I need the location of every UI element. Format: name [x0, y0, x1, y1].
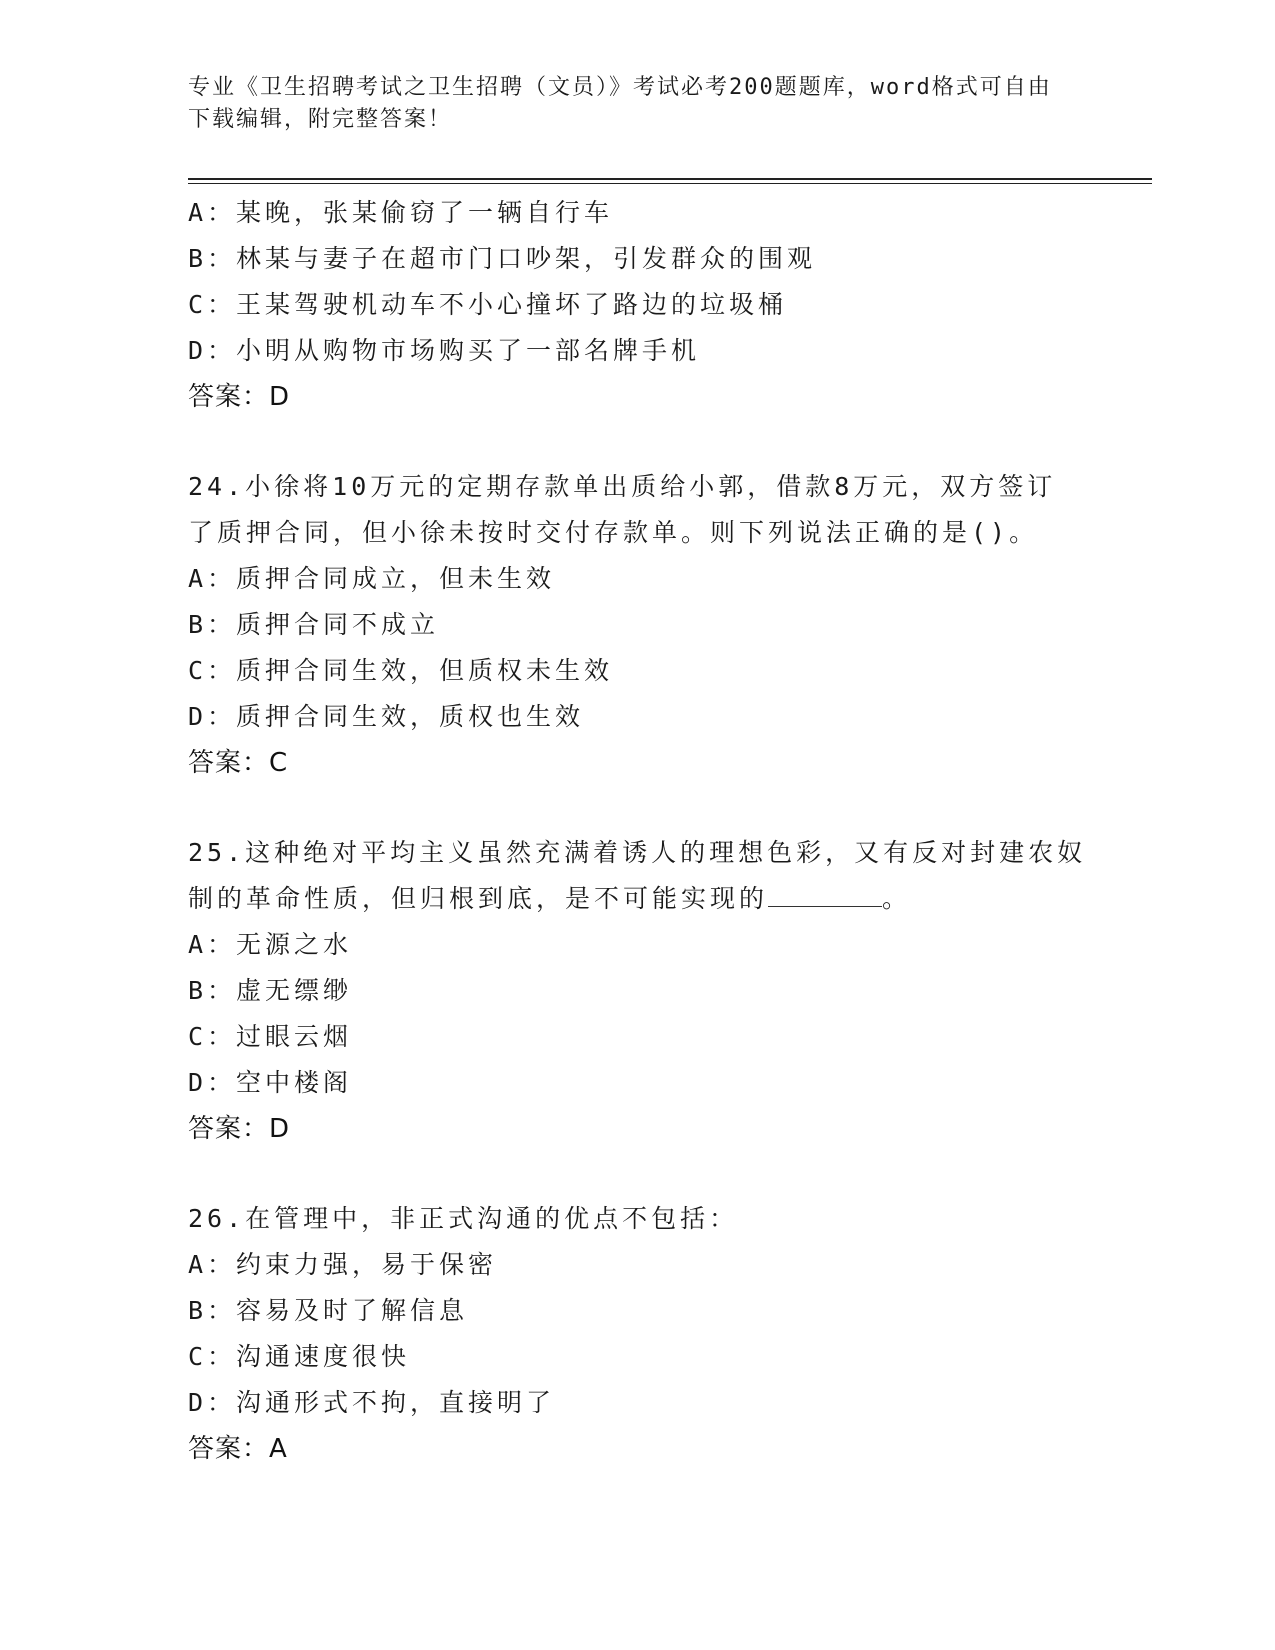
stem-text: 制的革命性质，但归根到底，是不可能实现的: [188, 884, 769, 913]
option-a: A：质押合同成立，但未生效: [188, 564, 556, 593]
option-c: C：质押合同生效，但质权未生效: [188, 656, 614, 685]
answer: 答案：D: [188, 1114, 291, 1144]
question-23: [188, 190, 1088, 420]
spacer: [188, 420, 1088, 464]
option-c: C：过眼云烟: [188, 1022, 353, 1051]
fill-in-blank: [768, 884, 882, 907]
option-d: D：沟通形式不拘，直接明了: [188, 1388, 556, 1417]
stem-end: 。: [882, 884, 912, 913]
header-rule-thick: [188, 178, 1152, 180]
answer: 答案：A: [188, 1434, 288, 1464]
answer: 答案：D: [188, 382, 291, 412]
option-b: B：质押合同不成立: [188, 610, 440, 639]
option-b: B：容易及时了解信息: [188, 1296, 469, 1325]
answer: 答案：C: [188, 748, 289, 778]
option-a: A：某晚，张某偷窃了一辆自行车: [188, 198, 614, 227]
question-stem: 24.小徐将10万元的定期存款单出质给小郭，借款8万元，双方签订: [188, 472, 1057, 501]
option-b: B：林某与妻子在超市门口吵架，引发群众的围观: [188, 244, 817, 273]
option-a: A：约束力强，易于保密: [188, 1250, 498, 1279]
spacer: [188, 1152, 1088, 1196]
spacer: [188, 786, 1088, 830]
header-rule-thin: [188, 183, 1152, 184]
document-header: 专业《卫生招聘考试之卫生招聘（文员）》考试必考200题题库，word格式可自由下载编辑，附完整答案！: [188, 75, 1052, 132]
option-d: D：小明从购物市场购买了一部名牌手机: [188, 336, 701, 365]
option-b: B：虚无缥缈: [188, 976, 353, 1005]
option-c: C：王某驾驶机动车不小心撞坏了路边的垃圾桶: [188, 290, 788, 319]
question-stem-continued: [188, 876, 1088, 922]
option-d: D：质押合同生效，质权也生效: [188, 702, 585, 731]
question-24: [188, 464, 1088, 786]
question-stem: 25.这种绝对平均主义虽然充满着诱人的理想色彩，又有反对封建农奴: [188, 838, 1087, 867]
question-stem-continued: 了质押合同，但小徐未按时交付存款单。则下列说法正确的是()。: [188, 518, 1039, 547]
question-26: [188, 1196, 1088, 1472]
option-a: A：无源之水: [188, 930, 353, 959]
question-list: [188, 190, 1088, 1472]
question-25: [188, 830, 1088, 1152]
option-c: C：沟通速度很快: [188, 1342, 411, 1371]
question-stem: 26.在管理中，非正式沟通的优点不包括：: [188, 1204, 739, 1233]
option-d: D：空中楼阁: [188, 1068, 353, 1097]
